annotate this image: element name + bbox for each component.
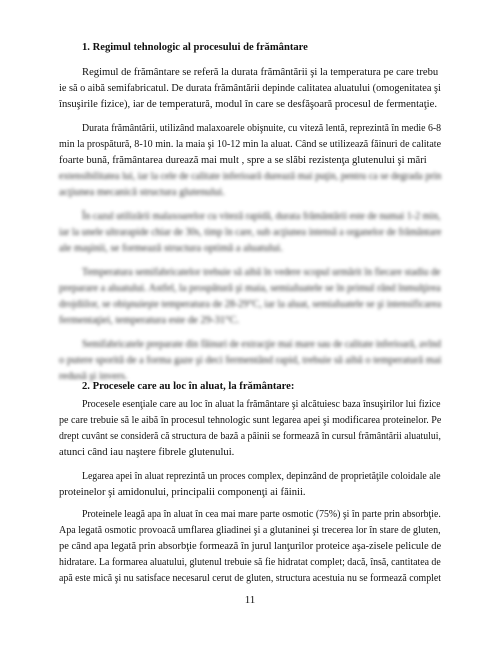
blurred-line: o putere sporită de a forma gaze şi deci fermentând rapid, trebuie să aibă o temperatură mai	[59, 355, 442, 366]
paragraph-line: foarte bună, frământarea durează mai mult , spre a se slăbi rezistenţa glutenului şi mări	[59, 155, 427, 166]
blurred-line: fermentaţiei, temperatura este de 29-31°C.	[59, 315, 240, 326]
blurred-line: În cazul utilizării malaxoarelor cu viteză rapidă, durata frământării este de numai 1-2 min,	[82, 211, 441, 222]
paragraph-line: însuşirile fizice), iar de temperatură, modul în care se desfăşoară procesul de fermentaţie.	[59, 99, 437, 110]
paragraph-line: pe când apa legată prin absorbţie formează în jurul lanţurilor proteice aşa-zisele pelicule de	[59, 541, 442, 552]
blurred-line: ale maşinii, se formează structura optimă a aluatului.	[59, 243, 283, 254]
blurred-line: Temperatura semifabricatelor trebuie să aibă în vedere scopul urmărit în fiecare stadiu de	[82, 267, 441, 278]
paragraph-line: drept cuvânt se consideră că structura de bază a pâinii se formează în cursul frământării aluatului,	[59, 431, 441, 442]
paragraph-line: Durata frământării, utilizând malaxoarele obişnuite, cu viteză lentă, reprezintă în medie 6-8	[82, 123, 442, 134]
blurred-line: Semifabricatele preparate din făinuri de extracţie mai mare sau de calitate inferioară, avînd	[82, 339, 442, 350]
paragraph-line: ie să o aibă semifabricatul. De durata frământării depinde calitatea aluatului (omogenitatea şi	[59, 83, 441, 94]
paragraph-line: Legarea apei în aluat reprezintă un proces complex, depinzând de proprietăţile coloidale ale	[82, 471, 441, 482]
paragraph-line: Regimul de frământare se referă la durata frământării şi la temperatura pe care trebu	[82, 67, 439, 78]
paragraph-line: hidratare. La formarea aluatului, glutenul trebuie să fie hidratat complet; dacă, însă, cantitatea de	[59, 557, 441, 568]
paragraph-line: pe care trebuie să le aibă în procesul tehnologic sunt legarea apei şi modificarea proteinelor. Pe	[59, 415, 442, 426]
paragraph-line: apă este mică şi nu satisface necesarul cerut de gluten, structura acestuia nu se formează complet	[59, 573, 442, 584]
blurred-line: drojdiilor, se obişnuieşte temperatura de 28-29°C, iar la aluat, semiaIuatele se şi intensificarea	[59, 299, 442, 310]
paragraph-line: proteinelor şi amidonului, principalii componenţi ai făinii.	[59, 487, 306, 498]
blurred-line: iar la unele ultrarapide chiar de 30s, timp în care, sub acţiunea intensă a organelor de frământare	[59, 227, 442, 238]
paragraph-line: min la prospătură, 8-10 min. la maia şi 10-12 min la aluat. Când se utilizează făinuri de calitate	[59, 139, 442, 150]
section-2-heading: 2. Procesele care au loc în aluat, la frământare:	[82, 381, 295, 392]
blurred-line: preparare a aluatului. Astfel, la prospătură şi maia, semiaIuatele se în primul rând înmulţirea	[59, 283, 441, 294]
paragraph-line: atunci când iau naştere fibrele glutenului.	[59, 447, 235, 458]
paragraph-line: Proteinele leagă apa în aluat în cea mai mare parte osmotic (75%) şi în parte prin absorbţie.	[82, 509, 441, 520]
paragraph-line: Apa legată osmotic provoacă umflarea gliadinei şi a glutaninei şi trecerea lor în stare de gluten,	[59, 525, 441, 536]
page-number: 11	[244, 594, 256, 606]
blurred-line: redusă şi invers.	[59, 371, 128, 382]
blurred-line: acţiunea mecanică structura glutenului.	[59, 187, 225, 198]
blurred-line: extensibilitatea lui, iar la cele de calitate inferioară durează mai puţin, pentru ca se degrada prin	[59, 171, 442, 182]
paragraph-line: Procesele esenţiale care au loc în aluat la frământare şi alcătuiesc baza însuşirilor lui fizice	[82, 399, 441, 410]
section-1-heading: 1. Regimul tehnologic al procesului de frământare	[82, 42, 308, 53]
